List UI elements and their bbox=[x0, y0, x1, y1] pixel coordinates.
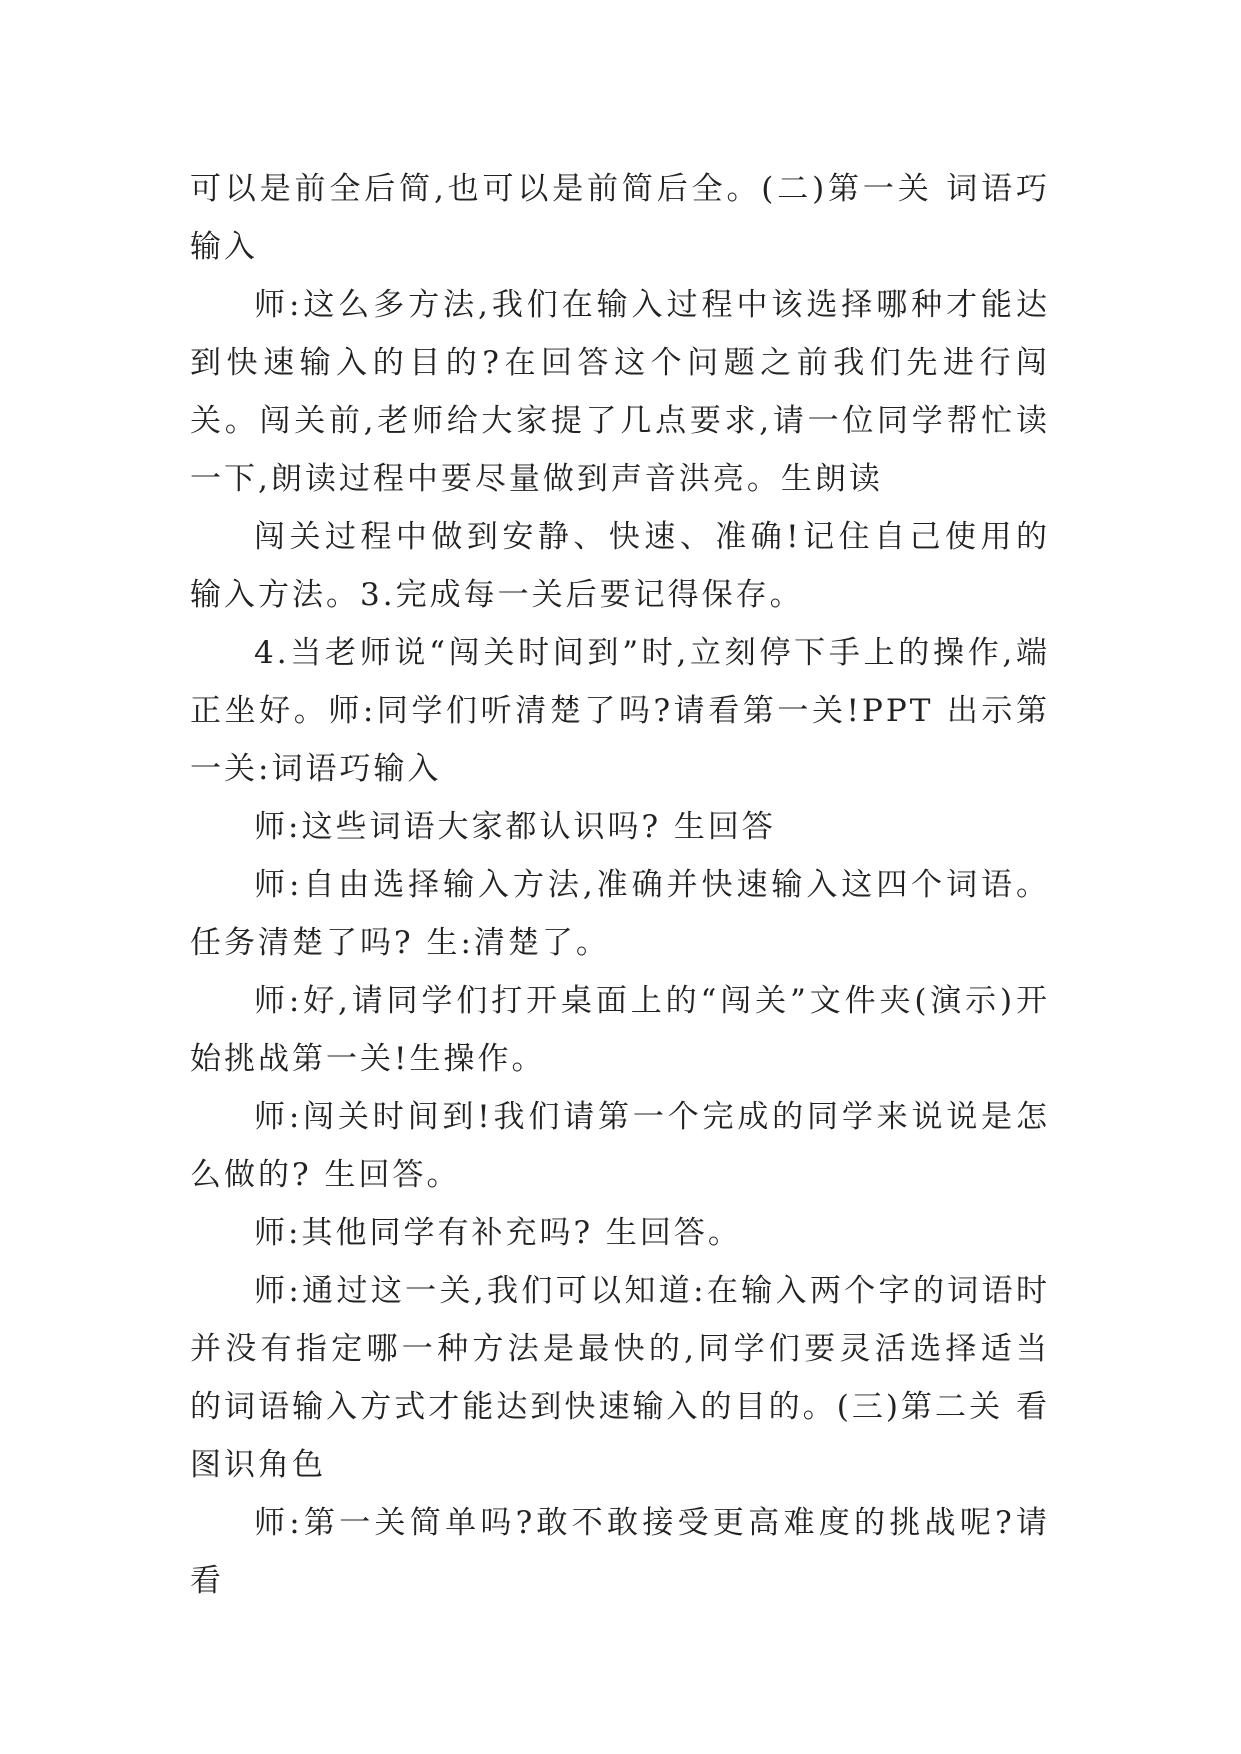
paragraph: 师:第一关简单吗?敢不敢接受更高难度的挑战呢?请看 bbox=[190, 1505, 1050, 1599]
paragraph: 闯关过程中做到安静、快速、准确!记住自己使用的输入方法。3.完成每一关后要记得保存。 bbox=[190, 519, 1050, 613]
paragraph: 可以是前全后简,也可以是前简后全。(二)第一关 词语巧输入 bbox=[190, 171, 1050, 265]
paragraph: 师:好,请同学们打开桌面上的“闯关”文件夹(演示)开始挑战第一关!生操作。 bbox=[190, 983, 1050, 1077]
paragraph: 师:其他同学有补充吗? 生回答。 bbox=[254, 1215, 742, 1251]
document-body bbox=[190, 160, 1050, 1610]
paragraph: 师:这些词语大家都认识吗? 生回答 bbox=[254, 809, 776, 845]
paragraph: 师:自由选择输入方法,准确并快速输入这四个词语。任务清楚了吗? 生:清楚了。 bbox=[190, 867, 1050, 961]
paragraph: 师:闯关时间到!我们请第一个完成的同学来说说是怎么做的? 生回答。 bbox=[190, 1099, 1050, 1193]
paragraph: 师:这么多方法,我们在输入过程中该选择哪种才能达到快速输入的目的?在回答这个问题之前我们先进行闯关。闯关前,老师给大家提了几点要求,请一位同学帮忙读一下,朗读过程中要尽量做到声音洪亮。生朗读 bbox=[190, 287, 1050, 497]
paragraph: 师:通过这一关,我们可以知道:在输入两个字的词语时并没有指定哪一种方法是最快的,同学们要灵活选择适当的词语输入方式才能达到快速输入的目的。(三)第二关 看图识角色 bbox=[190, 1273, 1050, 1483]
paragraph: 4.当老师说“闯关时间到”时,立刻停下手上的操作,端正坐好。师:同学们听清楚了吗?请看第一关!PPT 出示第一关:词语巧输入 bbox=[190, 635, 1050, 787]
